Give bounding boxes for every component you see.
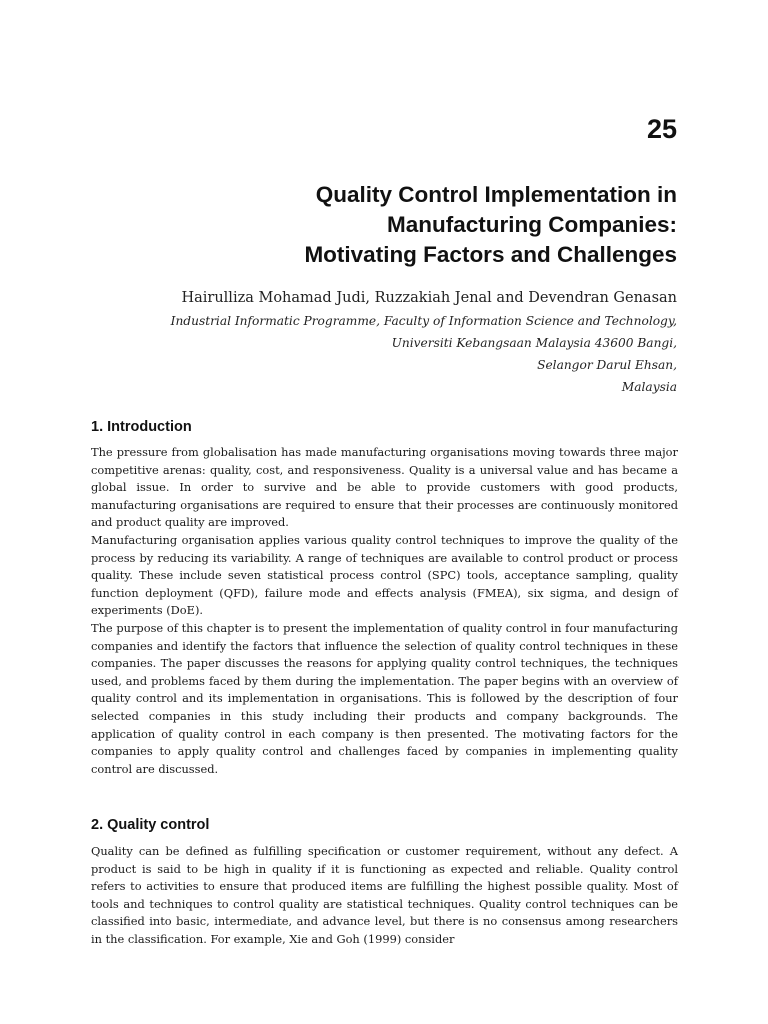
affiliation [77,310,677,398]
affiliation-line: Universiti Kebangsaan Malaysia 43600 Bangi, [391,336,677,350]
chapter-title-line: Motivating Factors and Challenges [304,242,677,267]
chapter-number: 25 [646,114,677,144]
paragraph: Quality can be defined as fulfilling specification or customer requirement, without any defect. A product is said to be high in quality if it is functioning as expected and reliable. Quality control refers to activities to ensure that produced items are fulfilling the highest possible quality. Most of tools and techniques to control quality are statistical techniques. Quality control techniques can be classified into basic, intermediate, and advance level, but there is no consensus among researchers in the classification. For example, Xie and Goh (1999) consider [91,844,678,946]
affiliation-line: Industrial Informatic Programme, Faculty of Information Science and Technology, [170,314,677,328]
section-body-quality-control [91,843,678,949]
author-list: Hairulliza Mohamad Judi, Ruzzakiah Jenal and Devendran Genasan [181,290,677,306]
paragraph: Manufacturing organisation applies various quality control techniques to improve the quality of the process by reducing its variability. A range of techniques are available to control product or process quality. These include seven statistical process control (SPC) tools, acceptance sampling, quality function deployment (QFD), failure mode and effects analysis (FMEA), six sigma, and design of experiments (DoE). [91,532,678,618]
paragraph: The pressure from globalisation has made manufacturing organisations moving towards three major competitive arenas: quality, cost, and responsiveness. Quality is a universal value and has became a global issue. In order to survive and be able to provide customers with good products, manufacturing organisations are required to ensure that their processes are continuously monitored and product quality are improved. [91,445,678,530]
chapter-title [117,180,677,270]
chapter-title-line: Manufacturing Companies: [386,212,677,237]
section-heading-introduction: 1. Introduction [91,419,192,435]
section-body-introduction [91,444,678,778]
paragraph: The purpose of this chapter is to present the implementation of quality control in four manufacturing companies and identify the factors that influence the selection of quality control techniques in these companies. The paper discusses the reasons for applying quality control techniques, the techniques used, and problems faced by them during the implementation. The paper begins with an overview of quality control and its implementation in organisations. This is followed by the description of four selected companies in this study including their products and company backgrounds. The application of quality control in each company is then presented. The motivating factors for the companies to apply quality control and challenges faced by companies in implementing quality control are discussed. [91,620,678,776]
section-heading-quality-control: 2. Quality control [91,817,210,833]
affiliation-line: Selangor Darul Ehsan, [537,358,677,372]
affiliation-line: Malaysia [621,380,677,394]
chapter-title-line: Quality Control Implementation in [315,182,677,207]
